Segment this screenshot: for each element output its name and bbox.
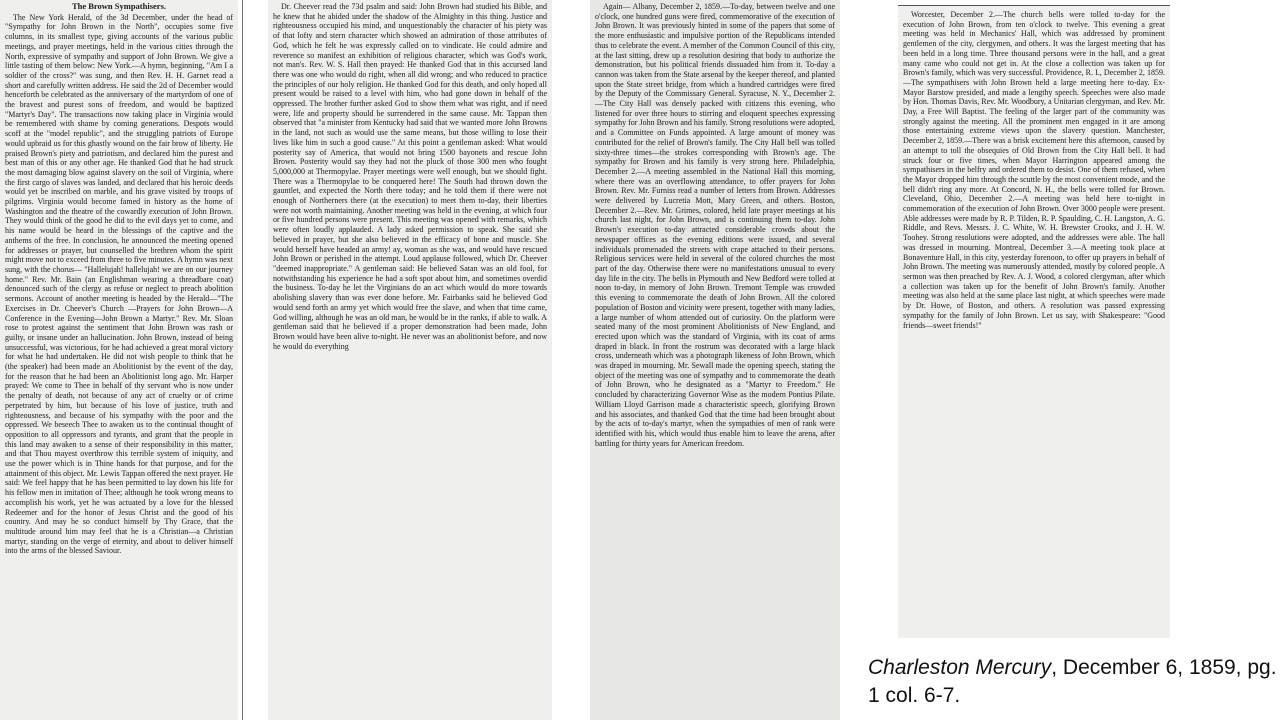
newspaper-column-3 bbox=[590, 0, 840, 720]
publication-name: Charleston Mercury bbox=[868, 656, 1052, 679]
column-text: The New York Herald, of the 3d December, under the head of "Sympathy for John Brown in the North", occupies some five columns, in its smallest type, giving accounts of the various public meetings, and prayer meetings, held in the various cities through the North, expressive of sympathy and support of John Brown. We give a little tasting of them below: New York.—A hymn, beginning, "Am I a soldier of the cross?" was sung, and then Rev. H. H. Garnet read a short and carefully written address. He said the 2d of December would henceforth be celebrated as the anniversary of the martyrdom of one of the bravest and purest sons of freedom, and would be baptized "Martyr's Day". The transactions now taking place in Virginia would be remembered with shame by coming generations. Despots would scoff at the "model republic", and the struggling patriots of Europe would upbraid us for this ghastly wound on the fair brow of liberty. He praised Brown's piety and patriotism, and declared him the purest and best man of this or any other age. He thanked God that he had struck the most damaging blow against slavery on the soil of Virginia, where the first cargo of slaves was landed, and declared that his heroic deeds would yet be inscribed on marble, and his grave visited by troops of pilgrims. Virginia would become famed in history as the home of Washington and the theatre of the cowardly execution of John Brown. They would think of the good he did to the evil days yet to come, and his name would be heard in the blessings of the captive and the anthems of the free. In conclusion, he announced the meeting opened for addresses or prayer, but counselled the brethren whom the spirit might move not to exceed from three to five minutes. A hymn was next sung, with the chorus— "Hallelujah! hallelujah! we are on our journey home." Rev. Mr. Bain (an Englishman wearing a threadbare coat) denounced such of the clergy as refuse or neglect to preach abolition sermons. Account of another meeting is headed by the Herald—"The Exercises in Dr. Cheever's Church —Prayers for John Brown—A Conference in the Evening—John Brown a Martyr." Rev. Mr. Sloan rose to protest against the sentiment that John Brown was rash or guilty, or insane under an hallucination. John Brown, instead of being unsuccessful, was victorious, for he had achieved a great moral victory for what he had undertaken. He did not wish people to think that he (the speaker) had been made an Abolitionist by the event of the day, for the reason that he had been an Abolitionist long ago. Mr. Harper prayed: We come to Thee in behalf of thy servant who is now under the penalty of death, not because of any act of cruelty or of crime perpetrated by him, but because of his love of justice, truth and righteousness, and because of his sympathy with the poor and the oppressed. We beseech Thee to awaken us to the continual thought of opposition to all oppressors and tyrants, and grant that the people in this land may awaken to a sense of their responsibility in this matter, and that Thou mayest overthrow this terrible system of iniquity, and use the power which is in Thine hands for that purpose, and for the attainment of this object. Mr. Lewis Tappan offered the next prayer. He said: We feel happy that he has been permitted to lay down his life for his fellow men in imitation of Thee; although he took wrong means to accomplish his work, yet he was actuated by a love for the blessed Redeemer and for the honor of Jesus Christ and the good of his country. And may he so conduct himself by Thy Grace, that the multitude around him may feel that he is a Christian—a Christian martyr, standing on the verge of eternity, and about to deliver himself into the arms of the blessed Saviour. bbox=[5, 12, 233, 556]
newspaper-column-2 bbox=[268, 0, 552, 720]
source-caption bbox=[868, 654, 1278, 710]
column-text: Dr. Cheever read the 73d psalm and said: John Brown had studied his Bible, and he knew that he abided under the shadow of the Almighty in this thing. Justice and righteousness occupied his mind, and unquestionably the character of his piety was of that lofty and stern character which showed an admiration of those attributes of God, which he felt he was expressly called on to vindicate. He could admire and reverence so manifest an exhibition of religious character, which was God's work, not man's. Rev. W. S. Hall then prayed: He thanked God that in this accursed land there was one who would do right, when all did wrong; and who reduced to practice the principles of our holy religion. He thanked God for this death, and only hoped all present would be raised to a level with him, who had gone down in behalf of the oppressed. The brother further asked God to show them what was right, and if need were, life and property should be surrendered in the same cause. Mr. Tappan then observed that "a minister from Kentucky had said that we wanted more John Browns in the land, not such as would use the same means, but those willing to lose their lives like him in such a good cause." At this point a gentleman asked: What would posterity say of America, that would not bring 1500 bayonets and rescue John Brown. Posterity would say they had not the pluck of those 300 men who fought 5,000,000 at Thermopylae. Prayer meetings were well enough, but we should fight. There was a Thermopylae to be conquered here! The South had thrown down the gauntlet, and expected the North there today; and he told them if there were not enough of Northerners there (at the execution) to meet them to-day, their liberties were not worth maintaining. Another meeting was held in the evening, at which four or five hundred persons were present. This meeting was opened with remarks, which were often loudly applauded. A lady asked permission to speak. She said she believed in prayer, but she also believed in the efficacy of bone and muscle. She would herself have headed an army! ay, woman as she was, and would have rescued John Brown or perished in the attempt. Loud applause followed, which Dr. Cheever "deemed inappropriate." A gentleman said: He believed Satan was an old fool, for notwithstanding his experience he had a soft spot about him, and sometimes overdid the business. To-day he let the Virginians do an act which would do more towards abolishing slavery than was ever done before. Mr. Fairbanks said he believed God would send forth an army yet which would free the slave, and when that time came, God willing, although he was an old man, he would be in the ranks, if able to walk. A gentleman said that he believed if a proper demonstration had been made, John Brown would have been alive to-night. He never was an abolitionist before, and now he would do everything bbox=[273, 2, 547, 351]
column-top-rule bbox=[898, 0, 1170, 6]
column-rule bbox=[242, 0, 243, 720]
newspaper-column-1 bbox=[0, 0, 238, 720]
column-text: Again— Albany, December 2, 1859.—To-day, between twelve and one o'clock, one hundred guns were fired, commemorative of the execution of John Brown. It was previously hinted in some of the papers that some of the more enthusiastic and impulsive portion of the Republicans intended thus to celebrate the event. A member of the Common Council of this city, at the last sitting, drew up a resolution desiring that body to authorize the demonstration, but his political friends dissuaded him from it. To-day a cannon was taken from the State arsenal by the keeper thereof, and planted upon the State street bridge, from which a hundred cartridges were fired by the Deputy of the Commissary General. Syracuse, N. Y., December 2.—The City Hall was densely packed with citizens this evening, who listened for over three hours to stirring and eloquent speeches expressing sympathy for John Brown and his family. Strong resolutions were adopted, and a Committee on Funds appointed. A large amount of money was contributed for the relief of Brown's family. The City Hall bell was tolled sixty-three times—the strokes corresponding with Brown's age. The sympathy for Brown and his family is very strong here. Philadelphia, December 2.—A meeting assembled in the National Hall this morning, where there was an overflowing attendance, to offer prayers for John Brown. Rev. Mr. Furniss read a number of letters from Brown. Addresses were delivered by Lucretia Mott, Mary Green, and others. Boston, December 2.—Rev. Mr. Grimes, colored, held late prayer meetings at his church last night, for John Brown, and is continuing them to-day. John Brown's execution to-day attracted considerable crowds about the newspaper offices as the evening editions were issued, and several individuals promenaded the streets with crape attached to their persons. Religious services were held in several of the colored churches the most part of the day. Otherwise there were no manifestations unusual to every day life in the city. The bells in Plymouth and New Bedford were tolled at noon to-day, in memory of John Brown. Tremont Temple was crowded this evening to commemorate the death of John Brown. All the colored population of Boston and vicinity were present, together with many ladies, a large number of whom attended out of curiosity. On the platform were seated many of the most prominent Abolitionists of New England, and erected upon which was the standard of Virginia, with its coat of arms draped in black. In front the rostrum was decorated with a large black cross, underneath which was a photograph likeness of John Brown, which was draped in mourning. Mr. Sewall made the opening speech, stating the object of the meeting was one of sympathy and to commemorate the death of John Brown, who he designated as a "Martyr to Freedom." He concluded by characterizing Governor Wise as the modern Pontius Pilate. William Lloyd Garrison made a characteristic speech, glorifying Brown and his associates, and thanked God that the time had been brought about by the acts of to-day's martyr, when the sympathies of men of rank were identified with his, which would thus enable him to leave the arena, after battling for thirty years for American freedom. bbox=[595, 2, 835, 448]
column-text: Worcester, December 2.—The church bells were tolled to-day for the execution of John Brown, from ten o'clock to twelve. This evening a great meeting was held in Mechanics' Hall, which was addressed by prominent gentlemen of the city, clergymen, and others. It was the largest meeting that has been held in a long time. Three thousand persons were in the hall, and a great many came who could not get in. At the close a collection was taken up for Brown's family, which was very successful. Providence, R. I., December 2, 1859.—The sympathisers with John Brown held a large meeting here to-day. Ex-Mayor Barstow presided, and made a lengthy speech. Speeches were also made by Hon. Thomas Davis, Rev. Mr. Woodbury, a Unitarian clergyman, and Rev. Mr. Day, a Free Will Baptist. The feeling of the larger part of the community was strongly against the meeting. All the prominent men engaged in it are among those entertaining extreme views upon the slavery question. Manchester, December 2, 1859.—There was a brisk excitement here this afternoon, caused by an attempt to toll the obsequies of Old Brown from the City Hall bell. It had struck four or five times, when Mayor Harrington appeared among the sympathisers in the belfry and ordered them to desist. One of them refused, when the Mayor dropped him through the scuttle by the most convenient mode, and the bell didn't ring any more. At Concord, N. H., the bells were tolled for Brown. Cleveland, Ohio, December 2.—A meeting was held here to-night in commemoration of the execution of John Brown. Over 3000 people were present. Able addresses were made by R. P. Tilden, R. P. Spaulding, C. H. Langston, A. G. Riddle, and Revs. Messrs. J. C. White, W. H. Brewster Crooks, and J. H. W. Toohey. Strong resolutions were adopted, and the addresses were able. The hall was dressed in mourning. Montreal, December 3.—A meeting took place at Bonaventure Hall, in this city, yesterday forenoon, to offer up prayers in behalf of John Brown. The meeting was numerously attended, mostly by colored people. A sermon was then preached by Rev. A. J. Wood, a colored clergyman, after which a collection was taken up for the benefit of John Brown's family. Another meeting was also held at the same place last night, at which speeches were made by Dr. Howe, of Boston, and others. A resolution was passed expressing sympathy for the family of John Brown. Let us say, with Shakespeare: "Good friends—sweet friends!" bbox=[903, 10, 1165, 330]
newspaper-column-4 bbox=[898, 0, 1170, 638]
citation-details: , December 6, 1859, pg. 1 col. 6-7. bbox=[868, 656, 1277, 707]
column-heading: The Brown Sympathisers. bbox=[71, 1, 167, 11]
